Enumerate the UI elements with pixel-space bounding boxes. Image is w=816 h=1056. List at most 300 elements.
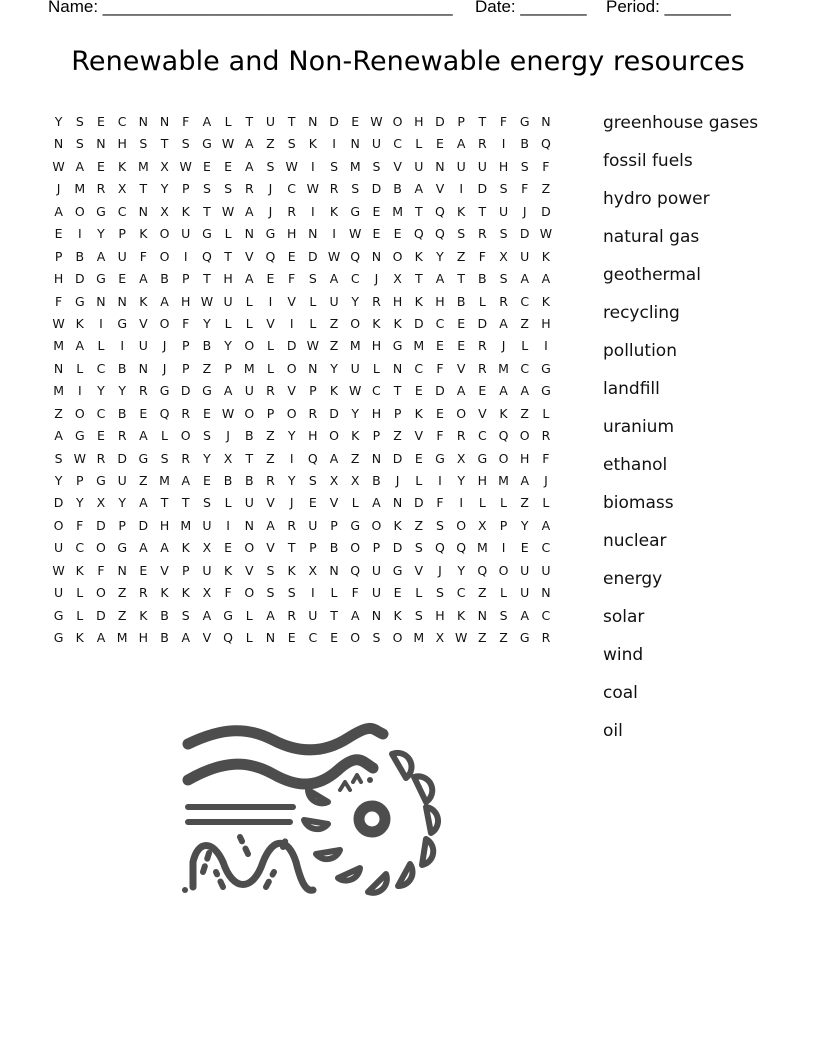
grid-letter: Y xyxy=(287,428,296,444)
grid-letter: A xyxy=(139,271,148,287)
grid-letter: S xyxy=(181,607,190,623)
grid-letter: Z xyxy=(266,450,275,466)
grid-letter: G xyxy=(74,428,85,444)
grid-letter: J xyxy=(438,562,442,578)
grid-letter: J xyxy=(395,473,400,488)
grid-letter: H xyxy=(308,428,318,444)
grid-letter: E xyxy=(457,315,466,331)
grid-letter: M xyxy=(180,517,192,533)
grid-letter: O xyxy=(180,428,191,444)
grid-letter: O xyxy=(286,405,297,421)
grid-letter: Y xyxy=(203,450,211,466)
grid-letter: A xyxy=(245,136,254,152)
grid-letter: A xyxy=(499,315,508,331)
grid-letter: S xyxy=(436,585,444,601)
grid-letter: P xyxy=(372,540,381,556)
grid-letter: H xyxy=(138,630,149,646)
grid-letter: N xyxy=(244,517,254,533)
grid-letter: Z xyxy=(139,473,148,488)
grid-letter: Y xyxy=(457,562,465,578)
grid-letter: Y xyxy=(75,495,84,511)
grid-letter: C xyxy=(520,293,530,309)
grid-letter: F xyxy=(139,248,147,264)
grid-letter: L xyxy=(415,585,423,601)
grid-letter: T xyxy=(287,540,296,556)
grid-letter: A xyxy=(223,383,233,399)
grid-letter: U xyxy=(54,540,64,556)
word-bank xyxy=(603,111,758,757)
grid-letter: Z xyxy=(393,428,402,444)
grid-letter: W xyxy=(454,630,468,646)
grid-letter: W xyxy=(349,226,362,242)
grid-letter: T xyxy=(287,114,296,129)
grid-letter: R xyxy=(499,293,508,309)
grid-letter: O xyxy=(329,428,339,444)
grid-letter: A xyxy=(139,540,148,556)
grid-letter: Y xyxy=(457,473,465,488)
grid-letter: V xyxy=(160,562,169,578)
grid-letter: W xyxy=(221,136,235,152)
grid-letter: R xyxy=(117,428,127,444)
grid-letter: E xyxy=(393,226,402,242)
grid-letter: E xyxy=(414,450,423,466)
grid-letter: R xyxy=(287,203,296,219)
grid-letter: C xyxy=(117,203,127,219)
grid-letter: F xyxy=(97,562,105,578)
grid-letter: A xyxy=(499,383,508,399)
grid-letter: G xyxy=(541,360,551,376)
grid-letter: K xyxy=(329,203,339,219)
grid-letter: B xyxy=(244,473,254,488)
grid-letter: I xyxy=(438,473,442,488)
grid-letter: V xyxy=(456,360,466,376)
grid-letter: P xyxy=(372,428,381,444)
grid-letter: I xyxy=(77,226,82,242)
grid-letter: S xyxy=(139,136,148,152)
grid-letter: Z xyxy=(266,136,275,152)
grid-letter: M xyxy=(498,473,509,488)
word-bank-item: natural gas xyxy=(603,227,700,247)
grid-letter: L xyxy=(309,293,317,309)
word-bank-item: ethanol xyxy=(603,455,668,475)
grid-letter: X xyxy=(160,203,169,219)
grid-letter: P xyxy=(457,114,465,129)
grid-letter: O xyxy=(498,562,509,578)
grid-letter: I xyxy=(311,585,315,601)
grid-letter: S xyxy=(202,181,211,197)
grid-letter: D xyxy=(477,181,488,197)
grid-letter: Y xyxy=(97,383,105,399)
grid-letter: N xyxy=(265,630,276,646)
grid-letter: B xyxy=(329,540,339,556)
grid-letter: A xyxy=(520,383,529,399)
grid-letter: H xyxy=(435,293,445,309)
grid-letter: Z xyxy=(266,428,275,444)
grid-letter: V xyxy=(245,562,254,578)
grid-letter: R xyxy=(287,607,296,623)
grid-letter: C xyxy=(477,428,487,444)
grid-letter: S xyxy=(499,181,508,197)
grid-letter: C xyxy=(393,136,402,152)
grid-letter: G xyxy=(117,315,127,331)
grid-letter: L xyxy=(76,585,84,601)
grid-letter: Q xyxy=(307,450,318,466)
grid-letter: G xyxy=(96,203,106,219)
grid-letter: S xyxy=(308,473,317,488)
grid-letter: C xyxy=(287,181,297,197)
grid-letter: P xyxy=(330,517,338,533)
grid-letter: D xyxy=(413,315,424,331)
grid-letter: G xyxy=(265,226,276,242)
grid-letter: A xyxy=(372,495,381,511)
grid-letter: F xyxy=(436,428,444,444)
grid-letter: O xyxy=(53,517,64,533)
grid-letter: E xyxy=(436,405,444,421)
grid-letter: Z xyxy=(414,517,424,533)
grid-letter: S xyxy=(330,158,338,174)
grid-letter: W xyxy=(306,181,320,197)
grid-letter: I xyxy=(268,293,273,309)
grid-letter: D xyxy=(53,495,64,511)
grid-letter: P xyxy=(76,473,84,488)
grid-letter: K xyxy=(75,562,84,578)
grid-letter: Y xyxy=(160,181,169,197)
grid-letter: V xyxy=(478,405,487,421)
grid-letter: S xyxy=(266,585,275,601)
grid-letter: U xyxy=(520,248,530,264)
grid-letter: D xyxy=(371,181,382,197)
grid-letter: N xyxy=(392,495,403,511)
grid-letter: M xyxy=(392,203,403,219)
grid-letter: S xyxy=(308,271,317,287)
grid-letter: Z xyxy=(329,338,339,354)
grid-letter: U xyxy=(371,136,381,152)
grid-letter: X xyxy=(223,450,233,466)
grid-letter: R xyxy=(266,473,275,488)
word-bank-item: landfill xyxy=(603,379,660,399)
grid-letter: Y xyxy=(118,383,126,399)
grid-letter: F xyxy=(542,158,550,174)
grid-letter: A xyxy=(435,271,445,287)
grid-letter: O xyxy=(350,315,361,331)
grid-letter: B xyxy=(456,293,466,309)
grid-letter: Z xyxy=(520,315,529,331)
grid-letter: I xyxy=(459,181,463,197)
grid-letter: Q xyxy=(350,562,361,578)
grid-letter: G xyxy=(392,562,403,578)
grid-letter: O xyxy=(244,540,255,556)
grid-letter: D xyxy=(96,607,106,623)
grid-letter: G xyxy=(392,338,403,354)
grid-letter: T xyxy=(245,114,254,129)
grid-letter: W xyxy=(52,315,65,331)
grid-letter: L xyxy=(224,495,232,511)
word-bank-item: pollution xyxy=(603,341,677,361)
grid-letter: Z xyxy=(520,405,529,421)
grid-letter: I xyxy=(501,136,506,152)
grid-letter: E xyxy=(202,473,211,488)
grid-letter: A xyxy=(202,114,212,129)
grid-letter: Q xyxy=(223,630,234,646)
grid-letter: J xyxy=(522,203,527,219)
grid-letter: O xyxy=(519,428,530,444)
grid-letter: P xyxy=(118,517,126,533)
grid-letter: S xyxy=(414,607,423,623)
grid-letter: G xyxy=(159,383,170,399)
grid-letter: B xyxy=(520,136,529,152)
grid-letter: X xyxy=(308,562,318,578)
grid-letter: J xyxy=(268,203,273,219)
grid-letter: W xyxy=(370,114,383,129)
grid-letter: U xyxy=(456,158,466,174)
grid-letter: I xyxy=(332,226,336,242)
grid-letter: D xyxy=(435,383,445,399)
grid-letter: E xyxy=(287,630,296,646)
grid-letter: E xyxy=(457,338,466,354)
grid-letter: S xyxy=(372,630,381,646)
grid-letter: E xyxy=(202,158,211,174)
grid-letter: L xyxy=(245,315,253,331)
grid-letter: O xyxy=(244,338,255,354)
grid-letter: U xyxy=(329,293,339,309)
grid-letter: E xyxy=(478,383,487,399)
grid-letter: A xyxy=(520,473,529,488)
grid-letter: T xyxy=(393,383,402,399)
grid-letter: E xyxy=(330,630,338,646)
grid-letter: S xyxy=(202,428,211,444)
grid-letter: S xyxy=(224,181,233,197)
grid-letter: F xyxy=(351,585,359,601)
word-bank-item: fossil fuels xyxy=(603,151,693,171)
word-bank-item: nuclear xyxy=(603,531,667,551)
grid-letter: L xyxy=(542,405,550,421)
grid-letter: D xyxy=(117,450,127,466)
grid-letter: U xyxy=(520,562,530,578)
grid-letter: D xyxy=(329,114,339,129)
grid-letter: C xyxy=(308,630,318,646)
grid-letter: Z xyxy=(202,360,212,376)
grid-letter: C xyxy=(117,114,127,129)
grid-letter: N xyxy=(138,203,149,219)
grid-letter: P xyxy=(181,562,190,578)
grid-letter: H xyxy=(286,226,297,242)
grid-letter: M xyxy=(349,338,361,354)
grid-letter: X xyxy=(435,630,445,646)
grid-letter: Z xyxy=(478,630,487,646)
grid-letter: K xyxy=(308,136,317,152)
grid-letter: U xyxy=(265,114,276,129)
grid-letter: F xyxy=(288,271,296,287)
word-bank-item: greenhouse gases xyxy=(603,113,759,133)
grid-letter: W xyxy=(52,158,65,174)
grid-letter: G xyxy=(541,383,551,399)
grid-letter: F xyxy=(182,315,190,331)
grid-letter: A xyxy=(520,607,529,623)
grid-letter: U xyxy=(371,562,381,578)
grid-letter: N xyxy=(96,136,106,152)
grid-letter: R xyxy=(541,428,551,444)
grid-letter: R xyxy=(478,226,487,242)
grid-letter: C xyxy=(75,540,85,556)
grid-letter: M xyxy=(159,473,170,488)
grid-letter: N xyxy=(329,562,339,578)
grid-letter: A xyxy=(75,338,85,354)
grid-letter: D xyxy=(308,248,318,264)
grid-letter: E xyxy=(372,226,381,242)
grid-letter: A xyxy=(266,517,275,533)
grid-letter: N xyxy=(96,293,106,309)
grid-letter: I xyxy=(311,203,315,219)
grid-letter: Q xyxy=(540,136,551,152)
grid-letter: D xyxy=(392,450,403,466)
grid-letter: M xyxy=(74,181,86,197)
grid-letter: R xyxy=(456,428,466,444)
grid-letter: L xyxy=(542,495,550,511)
grid-letter: N xyxy=(53,136,64,152)
grid-letter: H xyxy=(520,450,530,466)
grid-letter: V xyxy=(414,428,424,444)
grid-letter: K xyxy=(139,293,148,309)
grid-letter: E xyxy=(436,136,444,152)
grid-letter: E xyxy=(224,158,233,174)
grid-letter: L xyxy=(224,114,232,129)
grid-letter: L xyxy=(224,226,232,242)
grid-letter: Q xyxy=(413,226,424,242)
grid-letter: X xyxy=(96,495,106,511)
grid-letter: L xyxy=(76,360,84,376)
grid-letter: P xyxy=(181,338,190,354)
grid-letter: B xyxy=(223,473,233,488)
grid-letter: K xyxy=(75,315,84,331)
grid-letter: U xyxy=(371,585,381,601)
grid-letter: D xyxy=(435,114,445,129)
grid-letter: P xyxy=(499,517,508,533)
hydro-water-wheel-icon xyxy=(178,722,458,900)
grid-letter: D xyxy=(392,540,403,556)
grid-letter: R xyxy=(139,585,148,601)
grid-letter: Z xyxy=(520,495,529,511)
grid-letter: M xyxy=(243,360,255,376)
grid-letter: I xyxy=(544,338,548,354)
grid-letter: D xyxy=(96,517,106,533)
word-bank-item: geothermal xyxy=(603,265,701,285)
grid-letter: N xyxy=(244,226,254,242)
grid-letter: J xyxy=(374,271,379,287)
grid-letter: V xyxy=(266,315,275,331)
grid-letter: T xyxy=(414,203,423,219)
grid-letter: Y xyxy=(287,473,296,488)
grid-letter: C xyxy=(520,360,530,376)
word-search-grid xyxy=(48,111,557,650)
grid-letter: M xyxy=(349,158,361,174)
grid-letter: Y xyxy=(54,473,63,488)
grid-letter: L xyxy=(500,495,508,511)
grid-letter: S xyxy=(499,271,508,287)
grid-letter: O xyxy=(392,114,403,129)
grid-letter: A xyxy=(245,271,254,287)
grid-letter: A xyxy=(96,630,106,646)
grid-letter: N xyxy=(308,360,318,376)
grid-letter: G xyxy=(117,540,127,556)
grid-letter: I xyxy=(99,315,103,331)
grid-letter: E xyxy=(372,203,381,219)
grid-letter: L xyxy=(415,136,423,152)
grid-letter: H xyxy=(181,293,191,309)
grid-letter: V xyxy=(139,315,148,331)
grid-letter: H xyxy=(414,114,424,129)
grid-letter: S xyxy=(202,495,211,511)
grid-letter: X xyxy=(202,585,212,601)
grid-letter: Q xyxy=(456,540,467,556)
grid-letter: O xyxy=(96,540,106,556)
grid-letter: M xyxy=(413,630,425,646)
grid-letter: X xyxy=(350,473,360,488)
grid-letter: L xyxy=(372,360,380,376)
grid-letter: K xyxy=(118,158,127,174)
grid-letter: G xyxy=(202,136,212,152)
grid-letter: G xyxy=(350,517,361,533)
grid-letter: B xyxy=(117,360,127,376)
grid-letter: A xyxy=(520,271,529,287)
grid-letter: M xyxy=(53,338,64,354)
grid-letter: A xyxy=(139,428,148,444)
grid-letter: E xyxy=(308,495,317,511)
grid-letter: T xyxy=(203,271,211,287)
grid-letter: Q xyxy=(201,248,212,264)
grid-letter: S xyxy=(287,585,296,601)
grid-letter: R xyxy=(541,630,551,646)
grid-letter: T xyxy=(160,136,169,152)
grid-letter: H xyxy=(371,405,382,421)
grid-letter: W xyxy=(179,158,192,174)
grid-letter: G xyxy=(53,630,64,646)
word-bank-item: coal xyxy=(603,683,638,703)
grid-letter: R xyxy=(329,181,339,197)
grid-letter: U xyxy=(223,293,233,309)
grid-letter: N xyxy=(308,114,318,129)
grid-letter: K xyxy=(181,203,190,219)
grid-letter: S xyxy=(160,450,169,466)
grid-letter: U xyxy=(117,248,127,264)
grid-letter: S xyxy=(287,136,296,152)
grid-letter: A xyxy=(456,136,466,152)
grid-letter: Y xyxy=(118,495,126,511)
grid-letter: A xyxy=(266,607,275,623)
grid-letter: U xyxy=(350,360,360,376)
grid-letter: U xyxy=(138,338,148,354)
grid-letter: H xyxy=(159,517,170,533)
grid-letter: A xyxy=(456,383,466,399)
grid-letter: S xyxy=(266,158,275,174)
grid-letter: D xyxy=(138,517,149,533)
word-bank-item: wind xyxy=(603,645,644,665)
grid-letter: S xyxy=(414,540,423,556)
grid-letter: A xyxy=(139,495,148,511)
grid-letter: K xyxy=(139,226,148,242)
grid-letter: A xyxy=(181,630,190,646)
grid-letter: R xyxy=(308,405,318,421)
grid-letter: B xyxy=(160,271,169,287)
grid-letter: Q xyxy=(159,405,170,421)
grid-letter: J xyxy=(268,181,273,197)
grid-letter: G xyxy=(519,630,530,646)
grid-letter: Z xyxy=(499,630,508,646)
grid-letter: J xyxy=(226,428,230,444)
grid-letter: R xyxy=(287,517,296,533)
grid-letter: T xyxy=(181,495,190,511)
grid-letter: E xyxy=(393,585,402,601)
grid-letter: G xyxy=(477,450,488,466)
